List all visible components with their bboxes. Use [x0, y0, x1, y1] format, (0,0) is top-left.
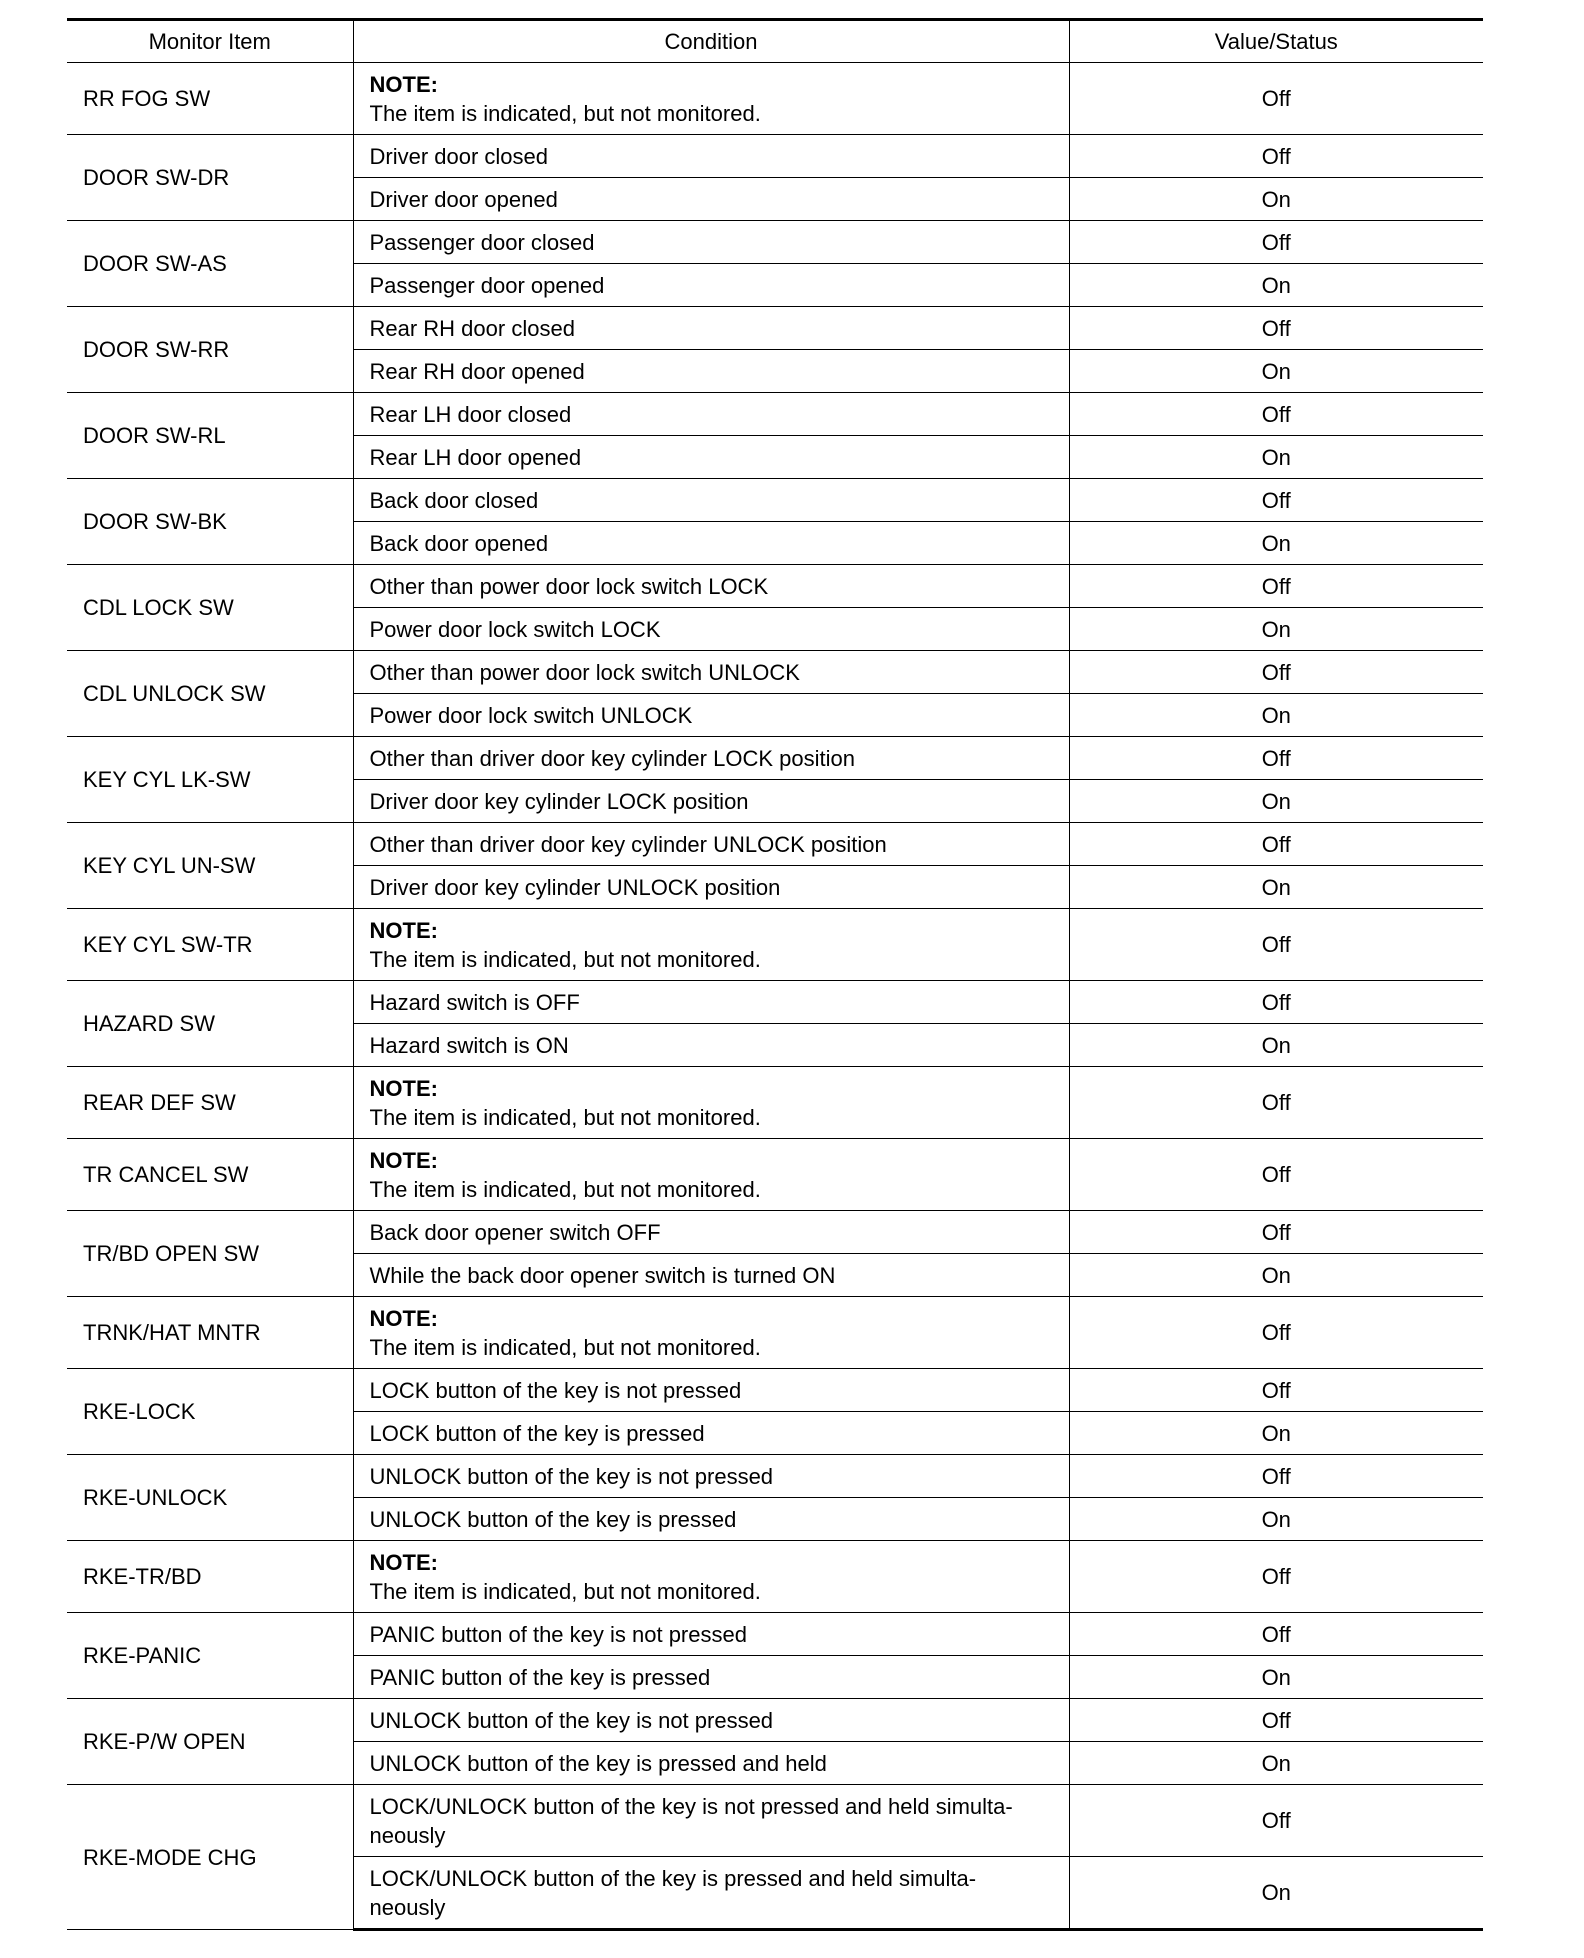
note-label: NOTE:: [369, 1147, 438, 1173]
value-status-cell: Off: [1069, 1699, 1483, 1742]
condition-text: Driver door closed: [369, 143, 549, 169]
condition-text: UNLOCK button of the key is pressed and held: [369, 1750, 827, 1776]
condition-text: PANIC button of the key is not pressed: [369, 1621, 747, 1647]
condition-text: Power door lock switch UNLOCK: [369, 702, 693, 728]
note-text: The item is indicated, but not monitored.: [369, 1578, 761, 1604]
condition-cell: [353, 1024, 1069, 1067]
note-text: The item is indicated, but not monitored.: [369, 946, 761, 972]
value-status-cell: Off: [1069, 1297, 1483, 1369]
condition-text: LOCK/UNLOCK button of the key is not pressed and held simulta- neously: [369, 1793, 1013, 1848]
condition-text: Rear RH door opened: [369, 358, 585, 384]
condition-cell: [353, 1498, 1069, 1541]
condition-text: Rear LH door opened: [369, 444, 582, 470]
condition-text: UNLOCK button of the key is not pressed: [369, 1463, 774, 1489]
condition-text: Passenger door closed: [369, 229, 595, 255]
header-value-status: Value/Status: [1069, 20, 1483, 63]
note-label: NOTE:: [369, 1075, 438, 1101]
condition-text: Other than power door lock switch LOCK: [369, 573, 769, 599]
value-status-cell: Off: [1069, 565, 1483, 608]
value-status-cell: Off: [1069, 1785, 1483, 1857]
value-status-cell: On: [1069, 1254, 1483, 1297]
monitor-item-cell: KEY CYL SW-TR: [67, 909, 353, 981]
table-row: [67, 1297, 1483, 1369]
value-status-cell: Off: [1069, 909, 1483, 981]
monitor-item-cell: RKE-P/W OPEN: [67, 1699, 353, 1785]
condition-cell: [353, 1857, 1069, 1930]
monitor-item-cell: KEY CYL UN-SW: [67, 823, 353, 909]
condition-cell: [353, 63, 1069, 135]
condition-cell: [353, 1699, 1069, 1742]
monitor-table: [67, 18, 1483, 1931]
condition-text: While the back door opener switch is turned ON: [369, 1262, 836, 1288]
condition-cell: [353, 522, 1069, 565]
note-text: The item is indicated, but not monitored.: [369, 1104, 761, 1130]
condition-text: LOCK/UNLOCK button of the key is pressed and held simulta- neously: [369, 1865, 977, 1920]
condition-cell: [353, 1656, 1069, 1699]
note-text: The item is indicated, but not monitored.: [369, 1176, 761, 1202]
value-status-cell: Off: [1069, 651, 1483, 694]
table-row: [67, 1139, 1483, 1211]
condition-text: Rear LH door closed: [369, 401, 572, 427]
table-row: [67, 1785, 1483, 1857]
table-row: [67, 221, 1483, 264]
condition-cell: [353, 780, 1069, 823]
table-row: [67, 1369, 1483, 1412]
value-status-cell: On: [1069, 264, 1483, 307]
table-row: [67, 651, 1483, 694]
monitor-item-cell: RKE-UNLOCK: [67, 1455, 353, 1541]
monitor-item-cell: KEY CYL LK-SW: [67, 737, 353, 823]
condition-text: Other than power door lock switch UNLOCK: [369, 659, 800, 685]
condition-cell: [353, 1211, 1069, 1254]
condition-text: UNLOCK button of the key is not pressed: [369, 1707, 774, 1733]
value-status-cell: Off: [1069, 823, 1483, 866]
condition-text: Back door opened: [369, 530, 549, 556]
condition-cell: [353, 1254, 1069, 1297]
condition-cell: [353, 178, 1069, 221]
value-status-cell: Off: [1069, 393, 1483, 436]
condition-cell: [353, 1297, 1069, 1369]
condition-text: Back door opener switch OFF: [369, 1219, 661, 1245]
value-status-cell: On: [1069, 780, 1483, 823]
condition-cell: [353, 1541, 1069, 1613]
condition-text: UNLOCK button of the key is pressed: [369, 1506, 737, 1532]
table-row: [67, 1613, 1483, 1656]
condition-cell: [353, 1412, 1069, 1455]
condition-text: LOCK button of the key is pressed: [369, 1420, 705, 1446]
condition-cell: [353, 1369, 1069, 1412]
condition-cell: [353, 221, 1069, 264]
monitor-item-cell: TR CANCEL SW: [67, 1139, 353, 1211]
condition-cell: [353, 135, 1069, 178]
condition-cell: [353, 694, 1069, 737]
note-text: The item is indicated, but not monitored.: [369, 1334, 761, 1360]
table-row: [67, 1455, 1483, 1498]
monitor-item-cell: HAZARD SW: [67, 981, 353, 1067]
value-status-cell: Off: [1069, 1067, 1483, 1139]
value-status-cell: On: [1069, 522, 1483, 565]
table-row: [67, 135, 1483, 178]
note-label: NOTE:: [369, 1549, 438, 1575]
monitor-item-cell: DOOR SW-BK: [67, 479, 353, 565]
header-condition: Condition: [353, 20, 1069, 63]
condition-cell: [353, 436, 1069, 479]
monitor-item-cell: RKE-LOCK: [67, 1369, 353, 1455]
condition-cell: [353, 393, 1069, 436]
table-row: [67, 1067, 1483, 1139]
value-status-cell: On: [1069, 350, 1483, 393]
value-status-cell: Off: [1069, 1211, 1483, 1254]
monitor-item-cell: DOOR SW-RR: [67, 307, 353, 393]
condition-cell: [353, 823, 1069, 866]
table-row: [67, 909, 1483, 981]
value-status-cell: Off: [1069, 307, 1483, 350]
condition-cell: [353, 866, 1069, 909]
value-status-cell: On: [1069, 694, 1483, 737]
monitor-item-cell: CDL LOCK SW: [67, 565, 353, 651]
condition-text: Passenger door opened: [369, 272, 605, 298]
value-status-cell: On: [1069, 178, 1483, 221]
note-text: The item is indicated, but not monitored.: [369, 100, 761, 126]
condition-text: PANIC button of the key is pressed: [369, 1664, 711, 1690]
condition-text: Driver door opened: [369, 186, 558, 212]
monitor-item-cell: TR/BD OPEN SW: [67, 1211, 353, 1297]
condition-cell: [353, 1613, 1069, 1656]
monitor-item-cell: REAR DEF SW: [67, 1067, 353, 1139]
value-status-cell: On: [1069, 1656, 1483, 1699]
monitor-item-cell: RR FOG SW: [67, 63, 353, 135]
table-row: [67, 479, 1483, 522]
value-status-cell: On: [1069, 1024, 1483, 1067]
value-status-cell: Off: [1069, 1369, 1483, 1412]
condition-text: Driver door key cylinder LOCK position: [369, 788, 749, 814]
table-row: [67, 737, 1483, 780]
value-status-cell: On: [1069, 1857, 1483, 1930]
monitor-item-cell: RKE-TR/BD: [67, 1541, 353, 1613]
table-row: [67, 1211, 1483, 1254]
table-row: [67, 823, 1483, 866]
value-status-cell: Off: [1069, 1455, 1483, 1498]
value-status-cell: Off: [1069, 221, 1483, 264]
note-label: NOTE:: [369, 917, 438, 943]
condition-text: Other than driver door key cylinder UNLOCK position: [369, 831, 887, 857]
value-status-cell: Off: [1069, 1613, 1483, 1656]
value-status-cell: Off: [1069, 135, 1483, 178]
condition-cell: [353, 1785, 1069, 1857]
note-label: NOTE:: [369, 1305, 438, 1331]
condition-text: Driver door key cylinder UNLOCK position: [369, 874, 781, 900]
condition-cell: [353, 1067, 1069, 1139]
monitor-item-cell: DOOR SW-AS: [67, 221, 353, 307]
header-row: [67, 20, 1483, 63]
value-status-cell: Off: [1069, 737, 1483, 780]
value-status-cell: On: [1069, 1498, 1483, 1541]
value-status-cell: On: [1069, 608, 1483, 651]
note-label: NOTE:: [369, 71, 438, 97]
monitor-item-cell: CDL UNLOCK SW: [67, 651, 353, 737]
value-status-cell: On: [1069, 866, 1483, 909]
condition-cell: [353, 1139, 1069, 1211]
condition-text: Rear RH door closed: [369, 315, 575, 341]
condition-cell: [353, 565, 1069, 608]
table-row: [67, 63, 1483, 135]
monitor-item-cell: RKE-PANIC: [67, 1613, 353, 1699]
condition-text: LOCK button of the key is not pressed: [369, 1377, 742, 1403]
condition-text: Hazard switch is OFF: [369, 989, 580, 1015]
value-status-cell: On: [1069, 1412, 1483, 1455]
value-status-cell: Off: [1069, 63, 1483, 135]
table-row: [67, 1541, 1483, 1613]
table-row: [67, 1699, 1483, 1742]
condition-cell: [353, 651, 1069, 694]
condition-cell: [353, 1742, 1069, 1785]
condition-text: Back door closed: [369, 487, 539, 513]
value-status-cell: Off: [1069, 479, 1483, 522]
condition-cell: [353, 737, 1069, 780]
condition-cell: [353, 307, 1069, 350]
value-status-cell: Off: [1069, 1139, 1483, 1211]
condition-cell: [353, 608, 1069, 651]
value-status-cell: Off: [1069, 1541, 1483, 1613]
condition-cell: [353, 264, 1069, 307]
table-row: [67, 307, 1483, 350]
condition-cell: [353, 350, 1069, 393]
condition-text: Power door lock switch LOCK: [369, 616, 661, 642]
value-status-cell: Off: [1069, 981, 1483, 1024]
monitor-item-cell: RKE-MODE CHG: [67, 1785, 353, 1930]
condition-cell: [353, 479, 1069, 522]
condition-text: Other than driver door key cylinder LOCK position: [369, 745, 855, 771]
table-row: [67, 981, 1483, 1024]
monitor-item-cell: TRNK/HAT MNTR: [67, 1297, 353, 1369]
condition-cell: [353, 909, 1069, 981]
condition-text: Hazard switch is ON: [369, 1032, 569, 1058]
monitor-item-cell: DOOR SW-DR: [67, 135, 353, 221]
monitor-item-cell: DOOR SW-RL: [67, 393, 353, 479]
condition-cell: [353, 1455, 1069, 1498]
table-row: [67, 393, 1483, 436]
table-row: [67, 565, 1483, 608]
condition-cell: [353, 981, 1069, 1024]
value-status-cell: On: [1069, 1742, 1483, 1785]
header-monitor-item: Monitor Item: [67, 20, 353, 63]
value-status-cell: On: [1069, 436, 1483, 479]
